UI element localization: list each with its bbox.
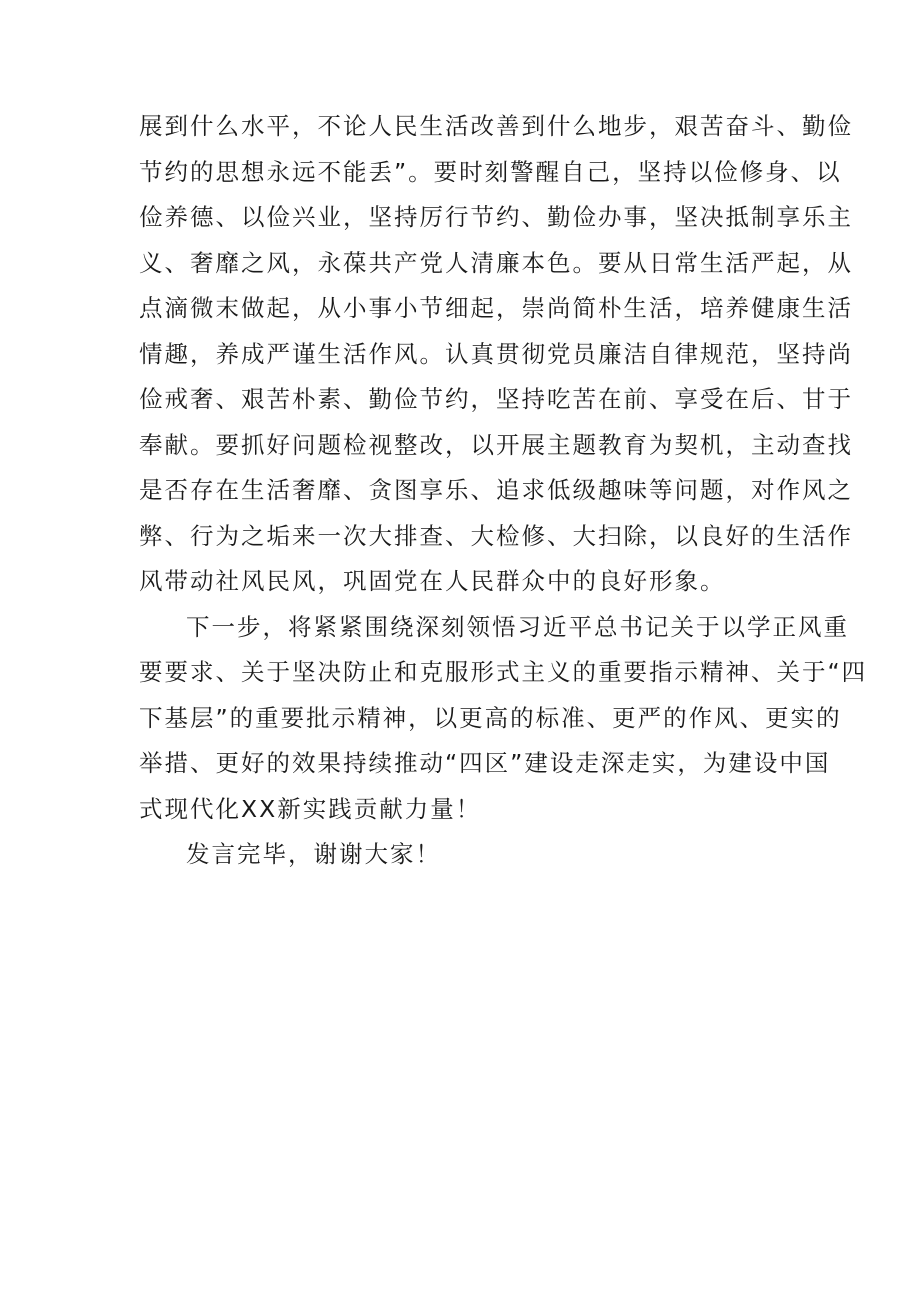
text-line: 是否存在生活奢靡、贪图享乐、追求低级趣味等问题，对作风之 — [139, 476, 853, 504]
text-line: 奉献。要抓好问题检视整改，以开展主题教育为契机，主动查找 — [139, 430, 853, 459]
text-line: 义、奢靡之风，永葆共产党人清廉本色。要从日常生活严起，从 — [139, 248, 853, 277]
text-line: 下一步，将紧紧围绕深刻领悟习近平总书记关于以学正风重 — [186, 612, 849, 641]
text-line: 风带动社风民风，巩固党在人民群众中的良好形象。 — [139, 567, 726, 595]
document-body — [139, 104, 868, 878]
text-line: 节约的思想永远不能丢”。要时刻警醒自己，坚持以俭修身、以 — [139, 157, 842, 186]
text-line: 式现代化XX新实践贡献力量！ — [139, 794, 482, 823]
text-line: 发言完毕，谢谢大家！ — [186, 840, 441, 868]
text-line: 下基层”的重要批示精神，以更高的标准、更严的作风、更实的 — [139, 703, 842, 732]
text-line: 俭戒奢、艰苦朴素、勤俭节约，坚持吃苦在前、享受在后、甘于 — [139, 385, 853, 413]
text-line: 要要求、关于坚决防止和克服形式主义的重要指示精神、关于“四 — [139, 658, 868, 686]
text-line: 弊、行为之垢来一次大排查、大检修、大扫除，以良好的生活作 — [139, 521, 853, 550]
text-line: 展到什么水平，不论人民生活改善到什么地步，艰苦奋斗、勤俭 — [139, 112, 853, 140]
text-line: 俭养德、以俭兴业，坚持厉行节约、勤俭办事，坚决抵制享乐主 — [139, 203, 853, 231]
text-line: 举措、更好的效果持续推动“四区”建设走深走实，为建设中国 — [139, 749, 831, 777]
text-line: 情趣，养成严谨生活作风。认真贯彻党员廉洁自律规范，坚持尚 — [139, 339, 853, 368]
text-line: 点滴微末做起，从小事小节细起，崇尚简朴生活，培养健康生活 — [139, 294, 853, 322]
